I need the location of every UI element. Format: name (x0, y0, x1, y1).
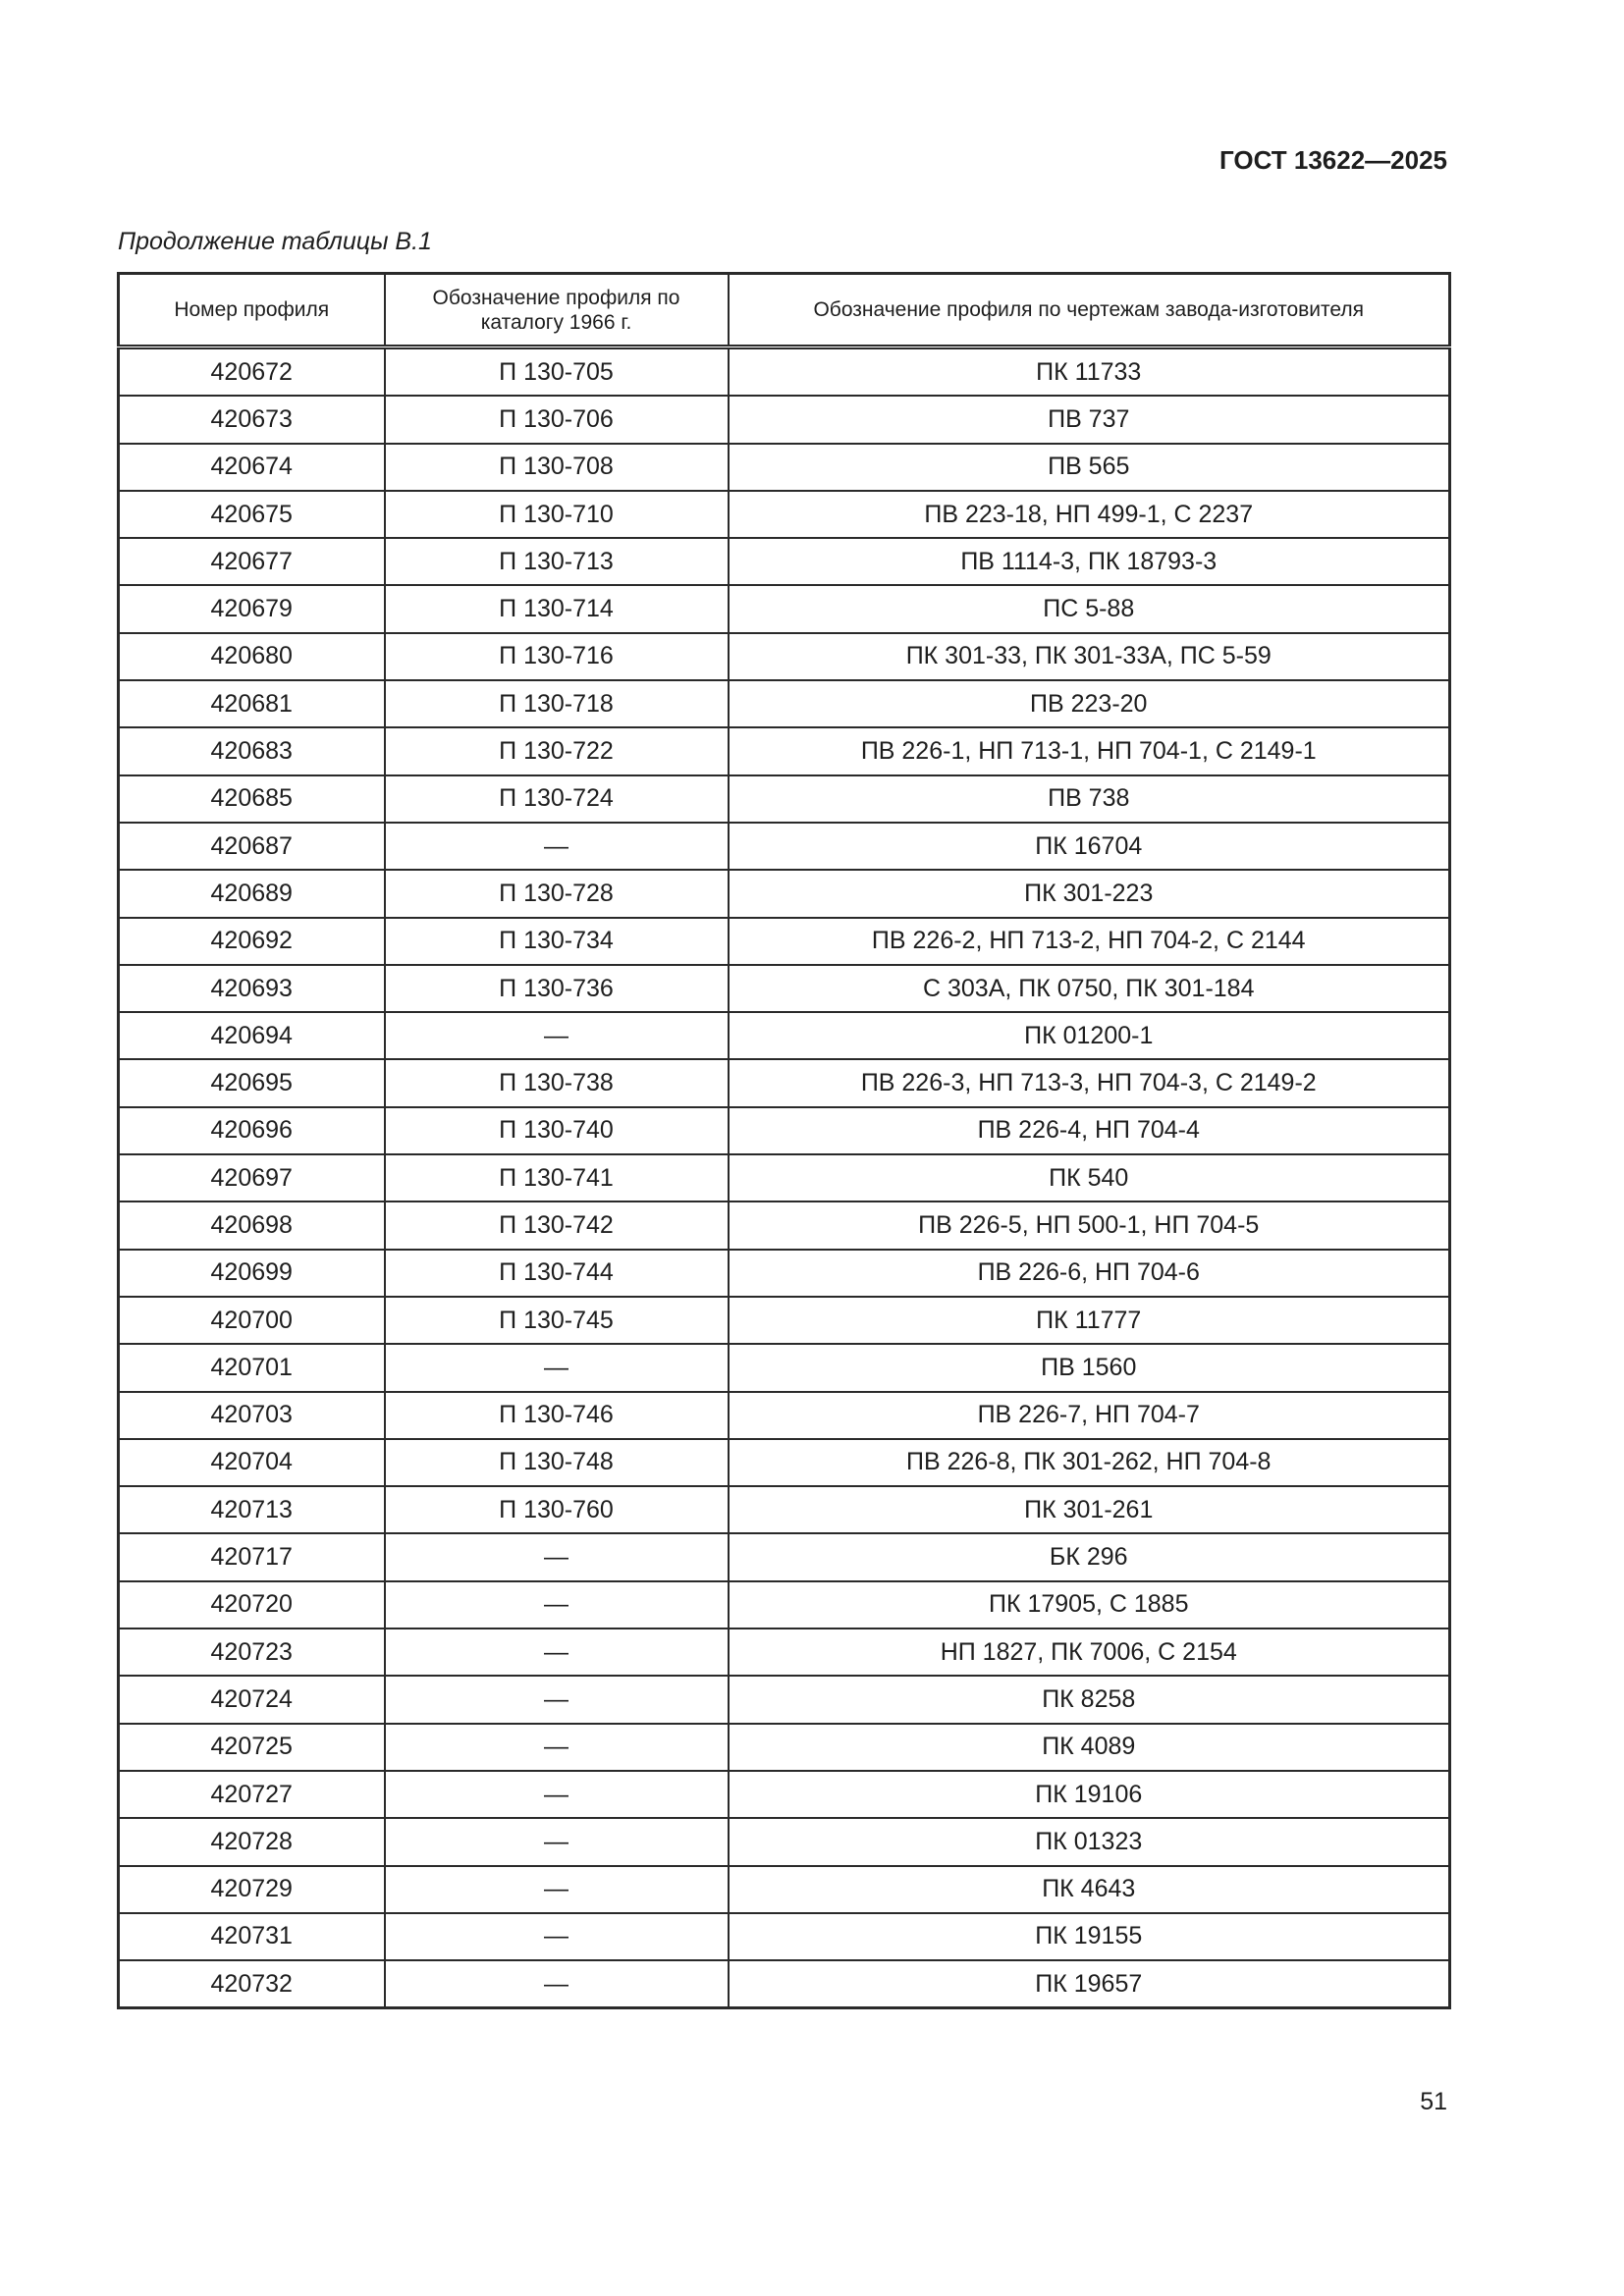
table-row (119, 965, 1450, 1012)
cell-catalog-1966: — (385, 1676, 729, 1723)
table-row (119, 1059, 1450, 1106)
column-header-factory-drawing: Обозначение профиля по чертежам завода-изготовителя (729, 274, 1450, 347)
cell-catalog-1966: П 130-705 (385, 347, 729, 397)
cell-catalog-1966: П 130-734 (385, 918, 729, 965)
column-header-catalog-1966: Обозначение профиля по каталогу 1966 г. (385, 274, 729, 347)
table-caption: Продолжение таблицы В.1 (118, 228, 432, 255)
table-row (119, 444, 1450, 491)
table-row (119, 823, 1450, 870)
cell-factory-drawing: ПВ 223-18, НП 499-1, С 2237 (729, 491, 1450, 538)
table-row (119, 1107, 1450, 1154)
cell-profile-number: 420687 (119, 823, 385, 870)
cell-catalog-1966: П 130-710 (385, 491, 729, 538)
table-row (119, 727, 1450, 774)
cell-profile-number: 420683 (119, 727, 385, 774)
cell-catalog-1966: — (385, 1771, 729, 1818)
table-header-row (119, 274, 1450, 347)
cell-profile-number: 420728 (119, 1818, 385, 1865)
cell-factory-drawing: ПВ 1114-3, ПК 18793-3 (729, 538, 1450, 585)
document-code: ГОСТ 13622—2025 (1219, 145, 1447, 175)
cell-profile-number: 420677 (119, 538, 385, 585)
cell-factory-drawing: ПВ 565 (729, 444, 1450, 491)
table-row (119, 1486, 1450, 1533)
cell-profile-number: 420713 (119, 1486, 385, 1533)
cell-factory-drawing: ПК 19155 (729, 1913, 1450, 1960)
cell-factory-drawing: ПВ 1560 (729, 1344, 1450, 1391)
cell-catalog-1966: — (385, 1581, 729, 1629)
cell-catalog-1966: П 130-738 (385, 1059, 729, 1106)
cell-factory-drawing: ПВ 737 (729, 396, 1450, 443)
cell-profile-number: 420685 (119, 775, 385, 823)
table-row (119, 1960, 1450, 2008)
cell-factory-drawing: ПВ 226-5, НП 500-1, НП 704-5 (729, 1201, 1450, 1249)
cell-catalog-1966: П 130-741 (385, 1154, 729, 1201)
cell-factory-drawing: ПК 19657 (729, 1960, 1450, 2008)
cell-catalog-1966: П 130-736 (385, 965, 729, 1012)
cell-factory-drawing: ПВ 226-7, НП 704-7 (729, 1392, 1450, 1439)
cell-catalog-1966: П 130-724 (385, 775, 729, 823)
cell-factory-drawing: ПК 11733 (729, 347, 1450, 397)
cell-factory-drawing: ПВ 226-1, НП 713-1, НП 704-1, С 2149-1 (729, 727, 1450, 774)
cell-profile-number: 420689 (119, 870, 385, 917)
table-row (119, 1439, 1450, 1486)
table-row (119, 775, 1450, 823)
table-row (119, 347, 1450, 397)
cell-profile-number: 420700 (119, 1297, 385, 1344)
table-row (119, 1344, 1450, 1391)
cell-factory-drawing: ПК 4089 (729, 1724, 1450, 1771)
cell-catalog-1966: П 130-718 (385, 680, 729, 727)
cell-factory-drawing: ПК 301-223 (729, 870, 1450, 917)
cell-factory-drawing: ПК 4643 (729, 1866, 1450, 1913)
table-row (119, 1771, 1450, 1818)
table-row (119, 1201, 1450, 1249)
table-row (119, 1629, 1450, 1676)
cell-catalog-1966: — (385, 1012, 729, 1059)
cell-profile-number: 420692 (119, 918, 385, 965)
cell-profile-number: 420674 (119, 444, 385, 491)
cell-profile-number: 420697 (119, 1154, 385, 1201)
table-row (119, 396, 1450, 443)
cell-profile-number: 420679 (119, 585, 385, 632)
column-header-profile-number: Номер профиля (119, 274, 385, 347)
cell-profile-number: 420675 (119, 491, 385, 538)
profiles-table (117, 272, 1451, 2009)
cell-factory-drawing: ПВ 223-20 (729, 680, 1450, 727)
cell-catalog-1966: П 130-706 (385, 396, 729, 443)
table-row (119, 1392, 1450, 1439)
cell-factory-drawing: НП 1827, ПК 7006, С 2154 (729, 1629, 1450, 1676)
table-row (119, 1913, 1450, 1960)
cell-profile-number: 420732 (119, 1960, 385, 2008)
cell-factory-drawing: ПК 540 (729, 1154, 1450, 1201)
table-row (119, 538, 1450, 585)
cell-catalog-1966: П 130-713 (385, 538, 729, 585)
cell-profile-number: 420703 (119, 1392, 385, 1439)
cell-catalog-1966: П 130-748 (385, 1439, 729, 1486)
cell-profile-number: 420717 (119, 1533, 385, 1580)
cell-catalog-1966: — (385, 1533, 729, 1580)
cell-factory-drawing: БК 296 (729, 1533, 1450, 1580)
cell-profile-number: 420724 (119, 1676, 385, 1723)
cell-catalog-1966: — (385, 1866, 729, 1913)
cell-factory-drawing: ПВ 226-6, НП 704-6 (729, 1250, 1450, 1297)
cell-profile-number: 420680 (119, 633, 385, 680)
cell-catalog-1966: — (385, 1818, 729, 1865)
table-row (119, 1533, 1450, 1580)
cell-profile-number: 420673 (119, 396, 385, 443)
cell-catalog-1966: — (385, 1913, 729, 1960)
table-body (119, 347, 1450, 2008)
cell-factory-drawing: ПК 11777 (729, 1297, 1450, 1344)
cell-catalog-1966: — (385, 1724, 729, 1771)
cell-factory-drawing: ПК 301-261 (729, 1486, 1450, 1533)
cell-catalog-1966: — (385, 1344, 729, 1391)
cell-factory-drawing: ПВ 226-2, НП 713-2, НП 704-2, С 2144 (729, 918, 1450, 965)
cell-catalog-1966: П 130-716 (385, 633, 729, 680)
cell-factory-drawing: ПК 01200-1 (729, 1012, 1450, 1059)
cell-profile-number: 420698 (119, 1201, 385, 1249)
cell-catalog-1966: П 130-740 (385, 1107, 729, 1154)
cell-profile-number: 420701 (119, 1344, 385, 1391)
cell-factory-drawing: ПС 5-88 (729, 585, 1450, 632)
table-row (119, 1676, 1450, 1723)
table-row (119, 585, 1450, 632)
cell-profile-number: 420681 (119, 680, 385, 727)
cell-catalog-1966: П 130-742 (385, 1201, 729, 1249)
cell-catalog-1966: П 130-714 (385, 585, 729, 632)
cell-profile-number: 420694 (119, 1012, 385, 1059)
page-number: 51 (1420, 2088, 1447, 2115)
cell-profile-number: 420695 (119, 1059, 385, 1106)
cell-catalog-1966: П 130-745 (385, 1297, 729, 1344)
cell-catalog-1966: П 130-728 (385, 870, 729, 917)
cell-catalog-1966: П 130-746 (385, 1392, 729, 1439)
cell-profile-number: 420731 (119, 1913, 385, 1960)
table-row (119, 1818, 1450, 1865)
cell-factory-drawing: ПК 17905, С 1885 (729, 1581, 1450, 1629)
table-row (119, 1250, 1450, 1297)
cell-profile-number: 420720 (119, 1581, 385, 1629)
cell-factory-drawing: ПК 8258 (729, 1676, 1450, 1723)
cell-profile-number: 420729 (119, 1866, 385, 1913)
cell-profile-number: 420699 (119, 1250, 385, 1297)
cell-profile-number: 420727 (119, 1771, 385, 1818)
cell-catalog-1966: П 130-744 (385, 1250, 729, 1297)
cell-factory-drawing: ПВ 738 (729, 775, 1450, 823)
cell-profile-number: 420725 (119, 1724, 385, 1771)
cell-factory-drawing: ПК 01323 (729, 1818, 1450, 1865)
cell-factory-drawing: С 303А, ПК 0750, ПК 301-184 (729, 965, 1450, 1012)
cell-factory-drawing: ПК 301-33, ПК 301-33А, ПС 5-59 (729, 633, 1450, 680)
cell-factory-drawing: ПК 16704 (729, 823, 1450, 870)
cell-catalog-1966: — (385, 1629, 729, 1676)
table-row (119, 1154, 1450, 1201)
cell-profile-number: 420693 (119, 965, 385, 1012)
table-row (119, 870, 1450, 917)
table-row (119, 491, 1450, 538)
cell-catalog-1966: П 130-722 (385, 727, 729, 774)
cell-profile-number: 420696 (119, 1107, 385, 1154)
cell-catalog-1966: П 130-760 (385, 1486, 729, 1533)
table-row (119, 1724, 1450, 1771)
cell-factory-drawing: ПК 19106 (729, 1771, 1450, 1818)
cell-factory-drawing: ПВ 226-4, НП 704-4 (729, 1107, 1450, 1154)
table-row (119, 1012, 1450, 1059)
cell-profile-number: 420704 (119, 1439, 385, 1486)
cell-profile-number: 420723 (119, 1629, 385, 1676)
cell-profile-number: 420672 (119, 347, 385, 397)
cell-catalog-1966: — (385, 823, 729, 870)
table-row (119, 1297, 1450, 1344)
cell-factory-drawing: ПВ 226-8, ПК 301-262, НП 704-8 (729, 1439, 1450, 1486)
cell-catalog-1966: — (385, 1960, 729, 2008)
cell-catalog-1966: П 130-708 (385, 444, 729, 491)
cell-factory-drawing: ПВ 226-3, НП 713-3, НП 704-3, С 2149-2 (729, 1059, 1450, 1106)
table-row (119, 1866, 1450, 1913)
table-row (119, 1581, 1450, 1629)
table-row (119, 633, 1450, 680)
table-row (119, 680, 1450, 727)
table-row (119, 918, 1450, 965)
